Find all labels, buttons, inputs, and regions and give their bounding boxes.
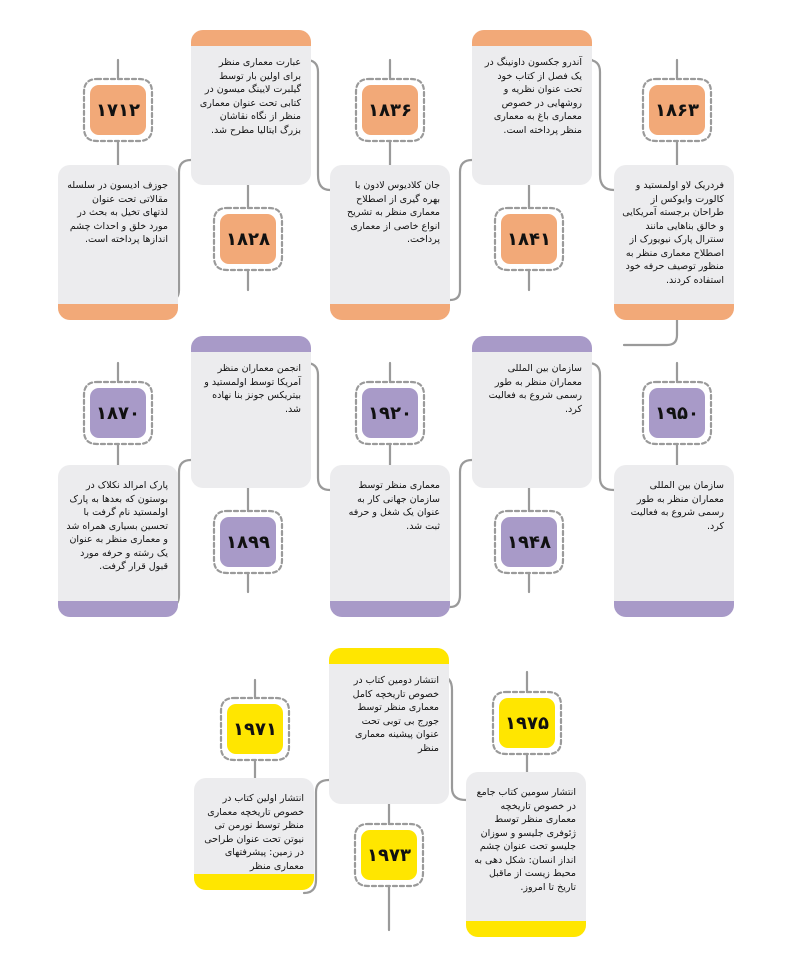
event-text: پارک امرالد نکلاک در بوستون که بعدها به پارک اولمستید نام گرفت با تحسین بسیاری همراه شد و معماری منظر به عنوان یک رشته و حرفه مورد قبول قرار گرفت.: [66, 480, 168, 572]
card-accent-bar: [191, 336, 311, 352]
event-text: جوزف ادیسون در سلسله مقالاتی تحت عنوان لذتهای تخیل به بحث در مورد خلق و احداث چشم اندازها پرداخته است.: [67, 180, 168, 245]
card-accent-bar: [330, 601, 450, 617]
event-text: عبارت معماری منظر برای اولین بار توسط گیلبرت لایینگ میسون در کتابی تحت عنوان معماری منظر از نگاه نقاشان بزرگ ایتالیا مطرح شد.: [199, 57, 301, 136]
card-accent-bar: [472, 30, 592, 46]
timeline-card: [472, 336, 592, 488]
card-accent-bar: [614, 601, 734, 617]
timeline-card: [472, 30, 592, 185]
timeline-card: [58, 165, 178, 320]
timeline-card: [466, 772, 586, 937]
year-badge: ۱۹۷۵: [499, 698, 555, 748]
year-badge: ۱۹۷۱: [227, 704, 283, 754]
card-accent-bar: [614, 304, 734, 320]
event-text: انتشار سومین کتاب جامع در خصوص تاریخچه معماری منظر توسط ژئوفری جلیسو و سوزان جلیسو تحت عنوان چشم انداز انسان: شکل دهی به محیط زیست از ماقبل تاریخ تا امروز.: [474, 787, 576, 893]
event-text: انتشار اولین کتاب در خصوص تاریخچه معماری منظر توسط نورمن تی نیوتن تحت عنوان طراحی در زمین: پیشرفتهای معماری منظر: [204, 793, 304, 872]
year-badge: ۱۹۷۳: [361, 830, 417, 880]
event-text: معماری منظر توسط سازمان جهانی کار به عنوان یک شغل و حرفه ثبت شد.: [348, 480, 440, 532]
timeline-card: [614, 465, 734, 617]
year-badge: ۱۸۴۱: [501, 214, 557, 264]
year-badge: ۱۸۹۹: [220, 517, 276, 567]
year-badge: ۱۸۷۰: [90, 388, 146, 438]
connector-line: [450, 460, 472, 607]
event-text: انتشار دومین کتاب در خصوص تاریخچه کامل معماری منظر توسط جورج بی توبی تحت عنوان پیشینه معماری منظر: [352, 675, 439, 754]
event-text: آندرو جکسون داونینگ در یک فصل از کتاب خود تحت عنوان نظریه و روشهایی در خصوص معماری باغ به معماری منظر پرداخته است.: [484, 57, 582, 136]
timeline-card: [614, 165, 734, 320]
event-text: فردریک لاو اولمستید و کالورت وایوکس از طراحان برجسته آمریکایی و خالق بناهایی مانند سنترال پارک نیویورک از اصطلاح معماری منظر به منظور توصیف حرفه خود استفاده کردند.: [622, 180, 724, 286]
timeline-card: [191, 30, 311, 185]
card-accent-bar: [329, 648, 449, 664]
timeline-card: [329, 648, 449, 804]
connector-line: [624, 320, 677, 345]
event-text: سازمان بین المللی معماران منظر به طور رسمی شروع به فعالیت کرد.: [488, 363, 582, 415]
event-text: انجمن معماران منظر آمریکا توسط اولمستید و بیتریکس جونز بنا نهاده شد.: [204, 363, 301, 415]
timeline-card: [58, 465, 178, 617]
year-badge: ۱۸۳۶: [362, 85, 418, 135]
card-accent-bar: [466, 921, 586, 937]
card-accent-bar: [58, 304, 178, 320]
card-accent-bar: [194, 874, 314, 890]
timeline-card: [330, 165, 450, 320]
event-text: جان کلادیوس لادون با بهره گیری از اصطلاح معماری منظر به تشریح انواع خاصی از معماری پرداخت.: [346, 180, 440, 245]
year-badge: ۱۸۶۳: [649, 85, 705, 135]
card-accent-bar: [58, 601, 178, 617]
timeline-card: [191, 336, 311, 488]
year-badge: ۱۹۴۸: [501, 517, 557, 567]
timeline-card: [194, 778, 314, 890]
timeline-card: [330, 465, 450, 617]
year-badge: ۱۷۱۲: [90, 85, 146, 135]
card-accent-bar: [191, 30, 311, 46]
connector-line: [450, 160, 472, 300]
card-accent-bar: [472, 336, 592, 352]
year-badge: ۱۹۲۰: [362, 388, 418, 438]
year-badge: ۱۹۵۰: [649, 388, 705, 438]
card-accent-bar: [330, 304, 450, 320]
event-text: سازمان بین المللی معماران منظر به طور رسمی شروع به فعالیت کرد.: [630, 480, 724, 532]
year-badge: ۱۸۲۸: [220, 214, 276, 264]
